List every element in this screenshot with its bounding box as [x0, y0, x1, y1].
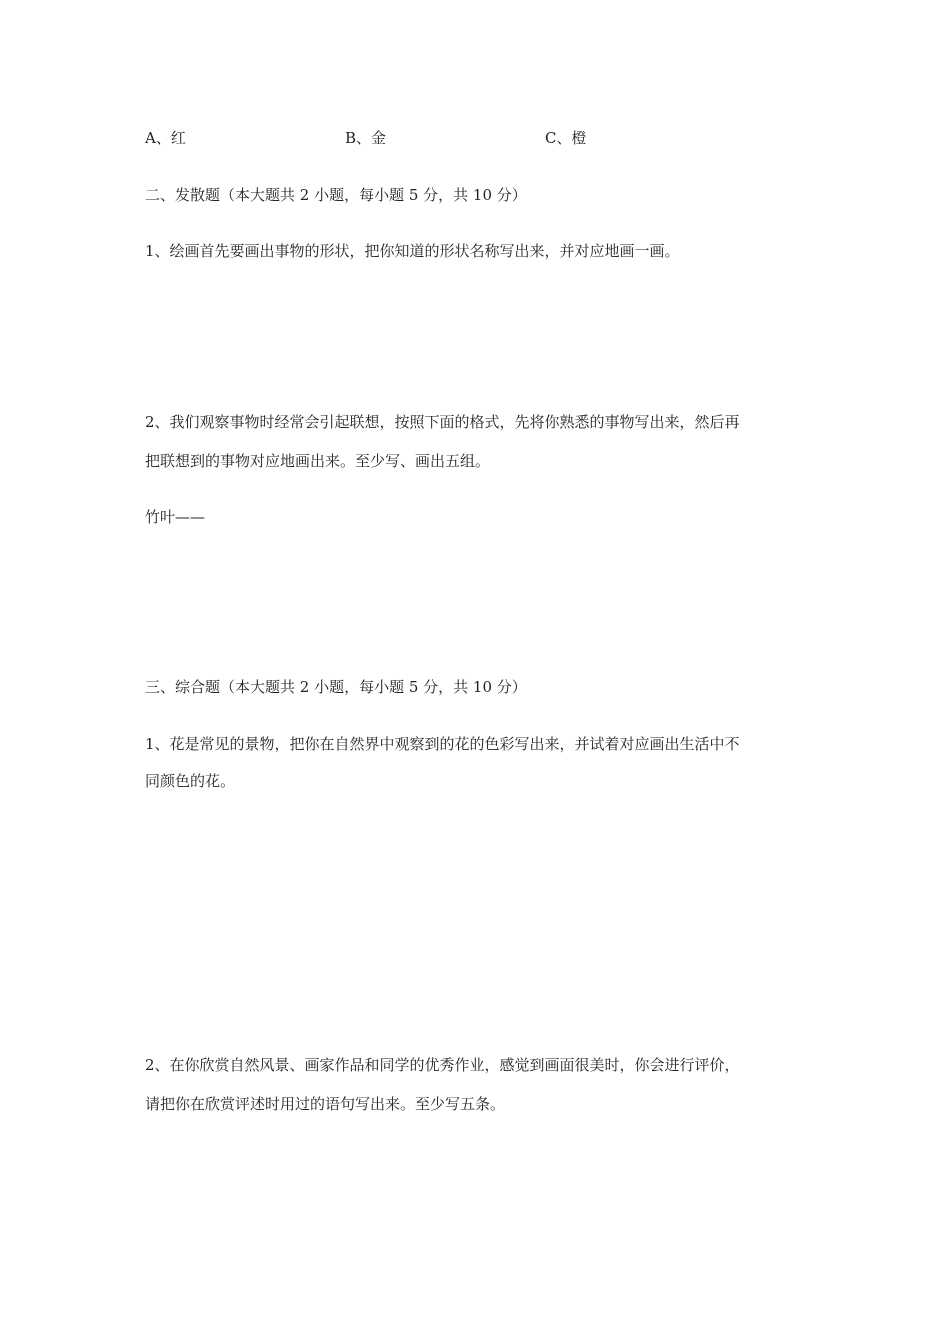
section-2-question-2-line-1: 2、我们观察事物时经常会引起联想，按照下面的格式，先将你熟悉的事物写出来，然后再 [145, 413, 740, 431]
section-2-question-2-line-2: 把联想到的事物对应地画出来。至少写、画出五组。 [145, 452, 491, 470]
section-3-question-1-line-2: 同颜色的花。 [145, 772, 236, 790]
section-3-question-2-line-2: 请把你在欣赏评述时用过的语句写出来。至少写五条。 [145, 1095, 506, 1113]
section-3-question-2-line-1: 2、在你欣赏自然风景、画家作品和同学的优秀作业，感觉到画面很美时，你会进行评价， [145, 1056, 740, 1074]
section-3-question-1-line-1: 1、花是常见的景物，把你在自然界中观察到的花的色彩写出来，并试着对应画出生活中不 [145, 735, 740, 753]
option-b: B、金 [345, 129, 387, 147]
section-2-heading: 二、发散题（本大题共 2 小题，每小题 5 分，共 10 分） [145, 186, 527, 204]
option-a: A、红 [145, 129, 186, 147]
option-c: C、橙 [545, 129, 587, 147]
section-3-heading: 三、综合题（本大题共 2 小题，每小题 5 分，共 10 分） [145, 678, 527, 696]
section-2-question-1: 1、绘画首先要画出事物的形状，把你知道的形状名称写出来，并对应地画一画。 [145, 242, 680, 260]
section-2-example: 竹叶—— [145, 508, 206, 526]
